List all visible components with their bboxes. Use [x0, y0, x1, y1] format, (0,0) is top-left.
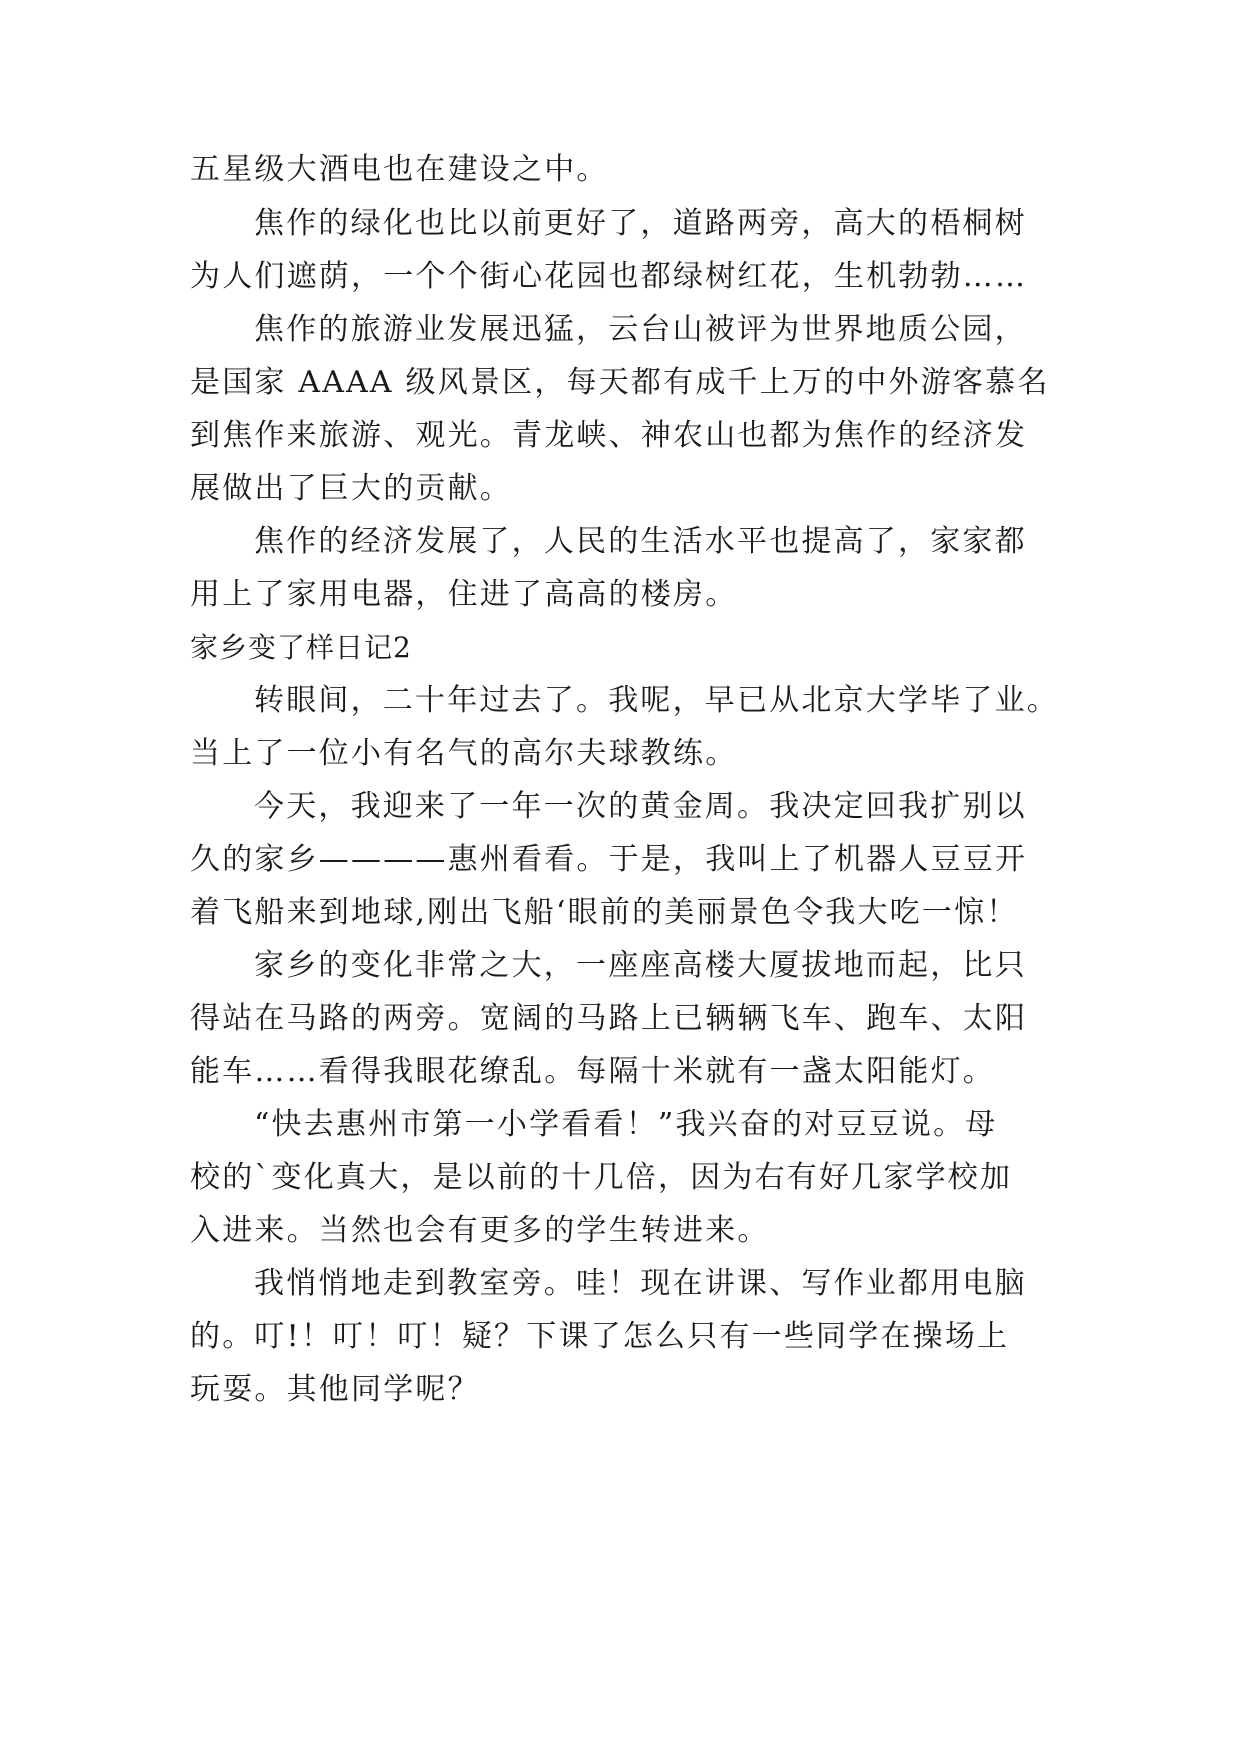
text-line: 五星级大酒电也在建设之中。 — [190, 152, 609, 187]
text-line: 入进来。当然也会有更多的学生转进来。 — [190, 1213, 770, 1248]
text-line: 当上了一位小有名气的高尔夫球教练。 — [190, 736, 738, 771]
text-line: 久的家乡————惠州看看。于是，我叫上了机器人豆豆开 — [190, 842, 1028, 877]
text-line: 的。叮!！叮！叮！疑？下课了怎么只有一些同学在操场上 — [190, 1319, 1010, 1354]
paragraph-first-line: 焦作的旅游业发展迅猛，云台山被评为世界地质公园， — [254, 312, 1027, 347]
paragraph-first-line: 我悄悄地走到教室旁。哇！现在讲课、写作业都用电脑 — [254, 1266, 1027, 1301]
text-line: 玩耍。其他同学呢？ — [190, 1372, 480, 1407]
text-line: 是国家 AAAA 级风景区，每天都有成千上万的中外游客慕名 — [190, 365, 1050, 400]
paragraph-first-line: 转眼间，二十年过去了。我呢，早已从北京大学毕了业。 — [254, 683, 1059, 718]
text-line: 展做出了巨大的贡献。 — [190, 471, 512, 506]
text-line: 能车……看得我眼花缭乱。每隔十米就有一盏太阳能灯。 — [190, 1054, 995, 1089]
text-line: 着飞船来到地球,刚出飞船‘眼前的美丽景色令我大吃一惊！ — [190, 895, 1019, 930]
paragraph-first-line: 今天，我迎来了一年一次的黄金周。我决定回我扩别以 — [254, 789, 1027, 824]
paragraph-first-line: “快去惠州市第一小学看看！”我兴奋的对豆豆说。母 — [254, 1107, 998, 1142]
paragraph-first-line: 焦作的绿化也比以前更好了，道路两旁，高大的梧桐树 — [254, 206, 1027, 241]
text-line: 到焦作来旅游、观光。青龙峡、神农山也都为焦作的经济发 — [190, 418, 1028, 453]
paragraph-first-line: 焦作的经济发展了，人民的生活水平也提高了，家家都 — [254, 524, 1027, 559]
text-line: 用上了家用电器，住进了高高的楼房。 — [190, 577, 738, 612]
paragraph-first-line: 家乡的变化非常之大，一座座高楼大厦拔地而起，比只 — [254, 948, 1027, 983]
section-heading: 家乡变了样日记2 — [190, 631, 412, 664]
text-line: 为人们遮荫，一个个街心花园也都绿树红花，生机勃勃…… — [190, 259, 1028, 294]
text-line: 得站在马路的两旁。宽阔的马路上已辆辆飞车、跑车、太阳 — [190, 1001, 1028, 1036]
text-line: 校的`变化真大，是以前的十几倍，因为右有好几家学校加 — [190, 1160, 1013, 1195]
